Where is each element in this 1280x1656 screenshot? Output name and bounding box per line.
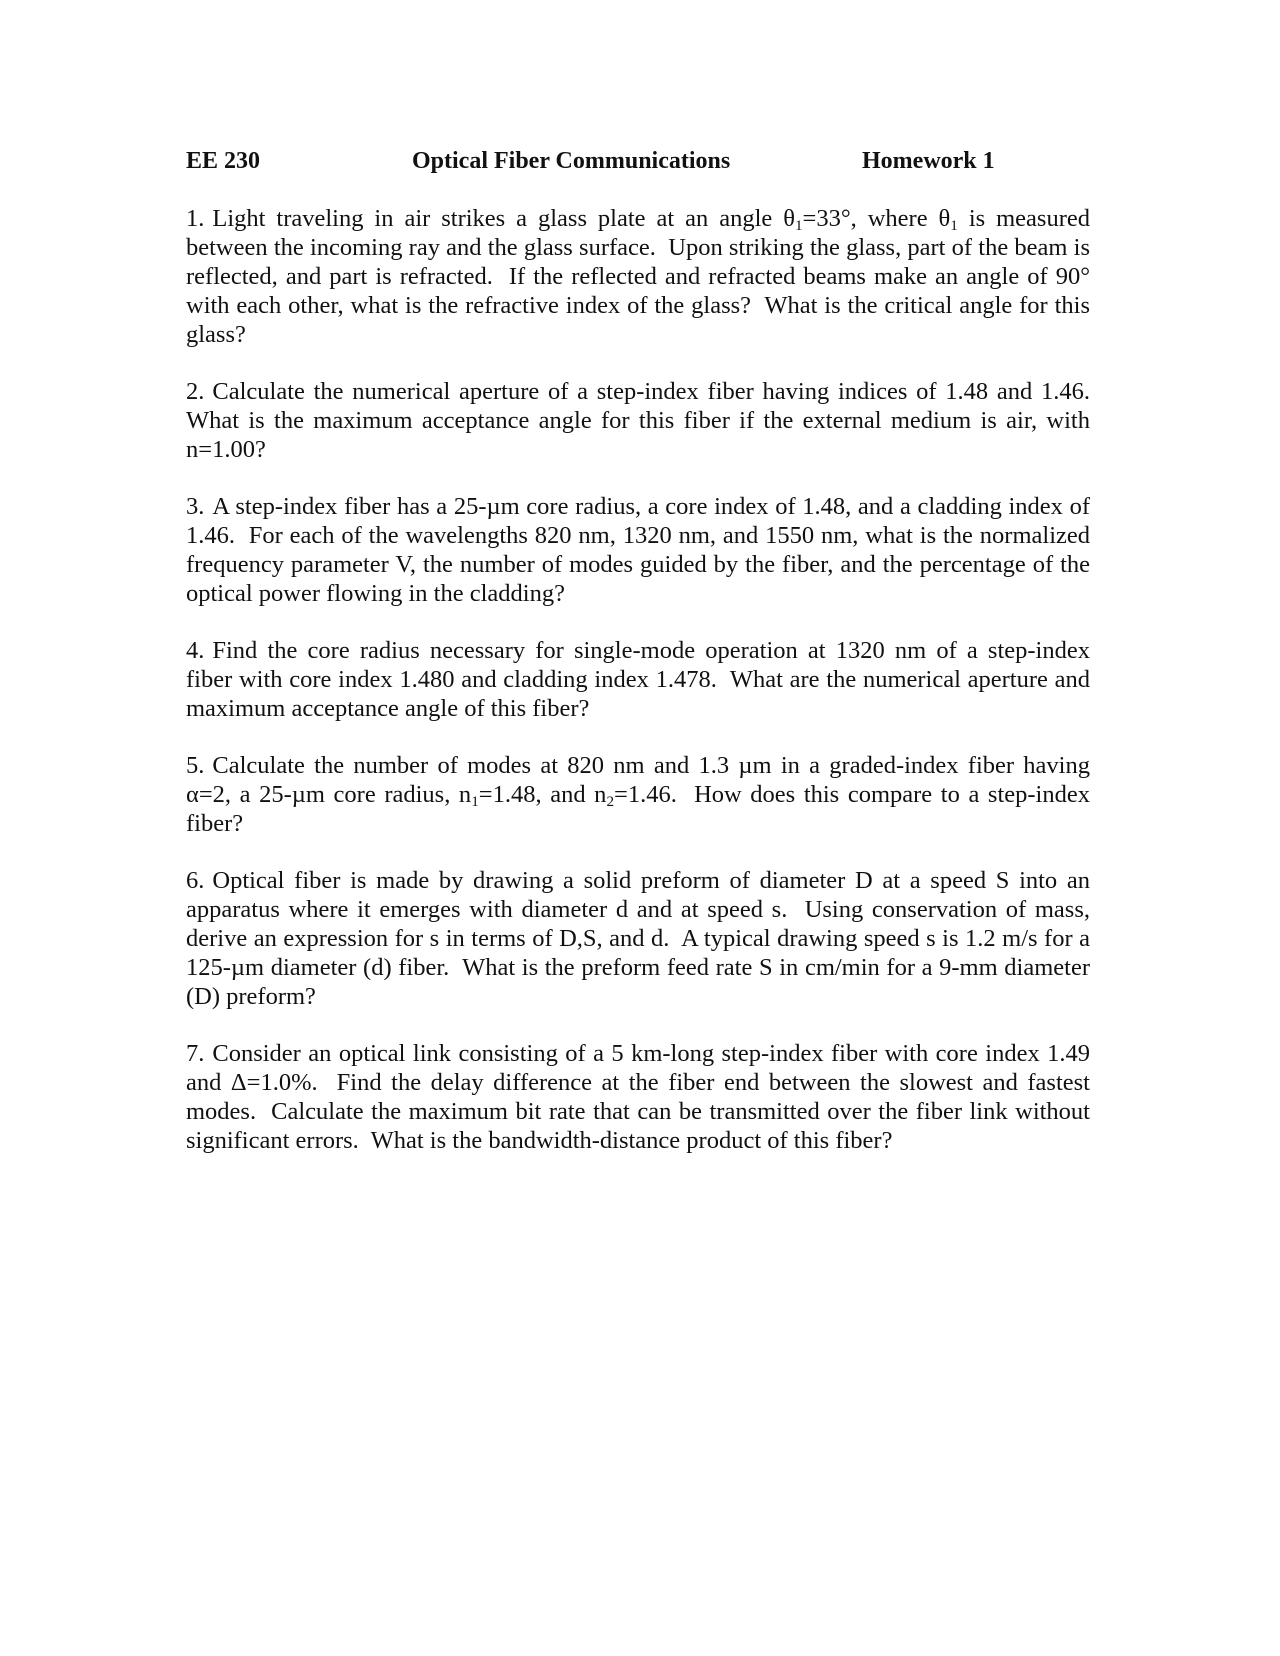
problem-text: Consider an optical link consisting of a 5 km-long step-index fiber with core index 1.49 and Δ=1.0%. Find the delay difference at the fiber end between the slowest and fastest modes. Calculate the maximum bit rate that can be transmitted over the fiber link without significant errors. What is the bandwidth-distance product of this fiber? (186, 1040, 1090, 1154)
problem-text: A step-index fiber has a 25-µm core radius, a core index of 1.48, and a cladding index of 1.46. For each of the wavelengths 820 nm, 1320 nm, and 1550 nm, what is the normalized frequency parameter V, the number of modes guided by the fiber, and the percentage of the optical power flowing in the cladding? (186, 493, 1090, 607)
problem-number: 7. (186, 1040, 205, 1067)
document-header (186, 148, 1090, 182)
problem-4 (186, 636, 1090, 723)
problem-text: Light traveling in air strikes a glass plate at an angle $\theta_1=33^\circ$, where $\theta_1$ is measured between the incoming ray and the glass surface. Upon striking the glass, part of the beam is reflected, and part is refracted. If the reflected and refracted beams make an angle of 90° with each other, what is the refractive index of the glass? What is the critical angle for this glass? (186, 205, 1090, 348)
problem-1 (186, 204, 1090, 349)
course-code: EE 230 (186, 148, 261, 174)
problem-number: 3. (186, 493, 205, 520)
problem-list (186, 204, 1090, 1155)
problem-text: Calculate the numerical aperture of a step-index fiber having indices of 1.48 and 1.46. What is the maximum acceptance angle for this fiber if the external medium is air, with n=1.00? (186, 378, 1090, 463)
problem-6 (186, 866, 1090, 1011)
problem-text: Calculate the number of modes at 820 nm and 1.3 µm in a graded-index fiber having α=2, a 25-µm core radius, $n_1=1.48$, and $n_2=1.46$. How does this compare to a step-index fiber? (186, 752, 1090, 837)
problem-number: 6. (186, 867, 205, 894)
problem-number: 1. (186, 205, 205, 232)
document-page (186, 148, 1090, 1183)
problem-5 (186, 751, 1090, 838)
problem-number: 4. (186, 637, 205, 664)
problem-number: 5. (186, 752, 205, 779)
assignment-title: Homework 1 (862, 148, 995, 174)
problem-2 (186, 377, 1090, 464)
problem-7 (186, 1039, 1090, 1155)
course-title: Optical Fiber Communications (412, 148, 731, 174)
problem-number: 2. (186, 378, 205, 405)
problem-text: Optical fiber is made by drawing a solid preform of diameter D at a speed S into an apparatus where it emerges with diameter d and at speed s. Using conservation of mass, derive an expression for s in terms of D,S, and d. A typical drawing speed s is 1.2 m/s for a 125-µm diameter (d) fiber. What is the preform feed rate S in cm/min for a 9-mm diameter (D) preform? (186, 867, 1090, 1010)
problem-text: Find the core radius necessary for single-mode operation at 1320 nm of a step-index fiber with core index 1.480 and cladding index 1.478. What are the numerical aperture and maximum acceptance angle of this fiber? (186, 637, 1090, 722)
problem-3 (186, 492, 1090, 608)
